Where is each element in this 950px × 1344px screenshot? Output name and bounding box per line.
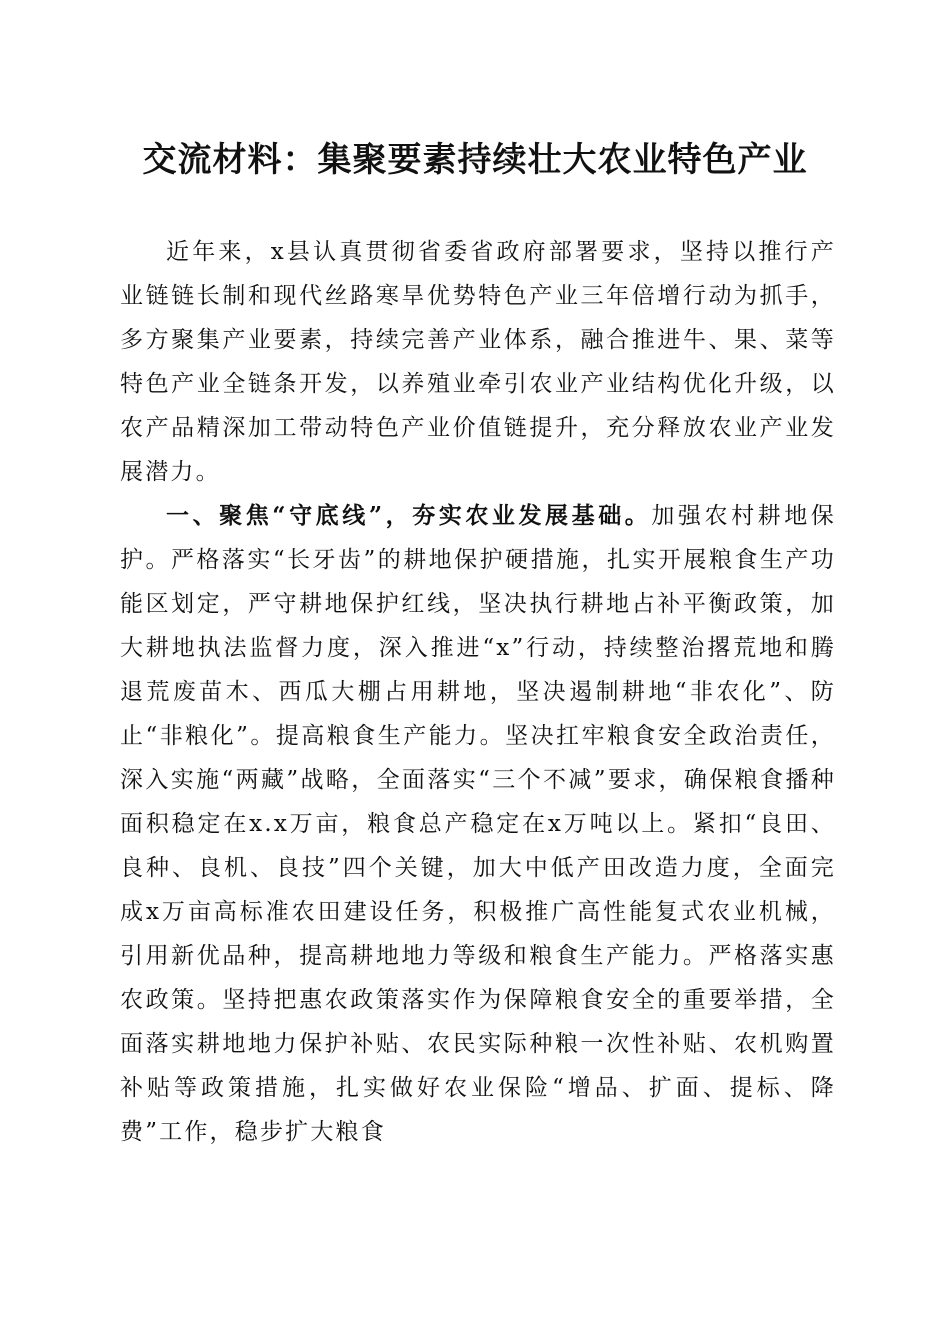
paragraph-intro-text: 近年来，x县认真贯彻省委省政府部署要求，坚持以推行产业链链长制和现代丝路寒旱优势特色产业三年倍增行动为抓手，多方聚集产业要素，持续完善产业体系，融合推进牛、果、菜等特色产业全链条开发，以养殖业牵引农业产业结构优化升级，以农产品精深加工带动特色产业价值链提升，充分释放农业产业发展潜力。: [120, 239, 836, 485]
paragraph-section-one: [120, 494, 836, 1154]
document-body: [120, 230, 836, 1154]
section-one-text: 加强农村耕地保护。严格落实“长牙齿”的耕地保护硬措施，扎实开展粮食生产功能区划定，严守耕地保护红线，坚决执行耕地占补平衡政策，加大耕地执法监督力度，深入推进“x”行动，持续整治撂荒地和腾退荒废苗木、西瓜大棚占用耕地，坚决遏制耕地“非农化”、防止“非粮化”。提高粮食生产能力。坚决扛牢粮食安全政治责任，深入实施“两藏”战略，全面落实“三个不减”要求，确保粮食播种面积稳定在x.x万亩，粮食总产稳定在x万吨以上。紧扣“良田、良种、良机、良技”四个关键，加大中低产田改造力度，全面完成x万亩高标准农田建设任务，积极推广高性能复式农业机械，引用新优品种，提高耕地地力等级和粮食生产能力。严格落实惠农政策。坚持把惠农政策落实作为保障粮食安全的重要举措，全面落实耕地地力保护补贴、农民实际种粮一次性补贴、农机购置补贴等政策措施，扎实做好农业保险“增品、扩面、提标、降费”工作，稳步扩大粮食: [120, 503, 836, 1145]
section-one-heading: 一、聚焦“守底线”，夯实农业发展基础。: [166, 502, 652, 529]
paragraph-intro: [120, 230, 836, 494]
document-title: 交流材料：集聚要素持续壮大农业特色产业: [142, 140, 808, 180]
